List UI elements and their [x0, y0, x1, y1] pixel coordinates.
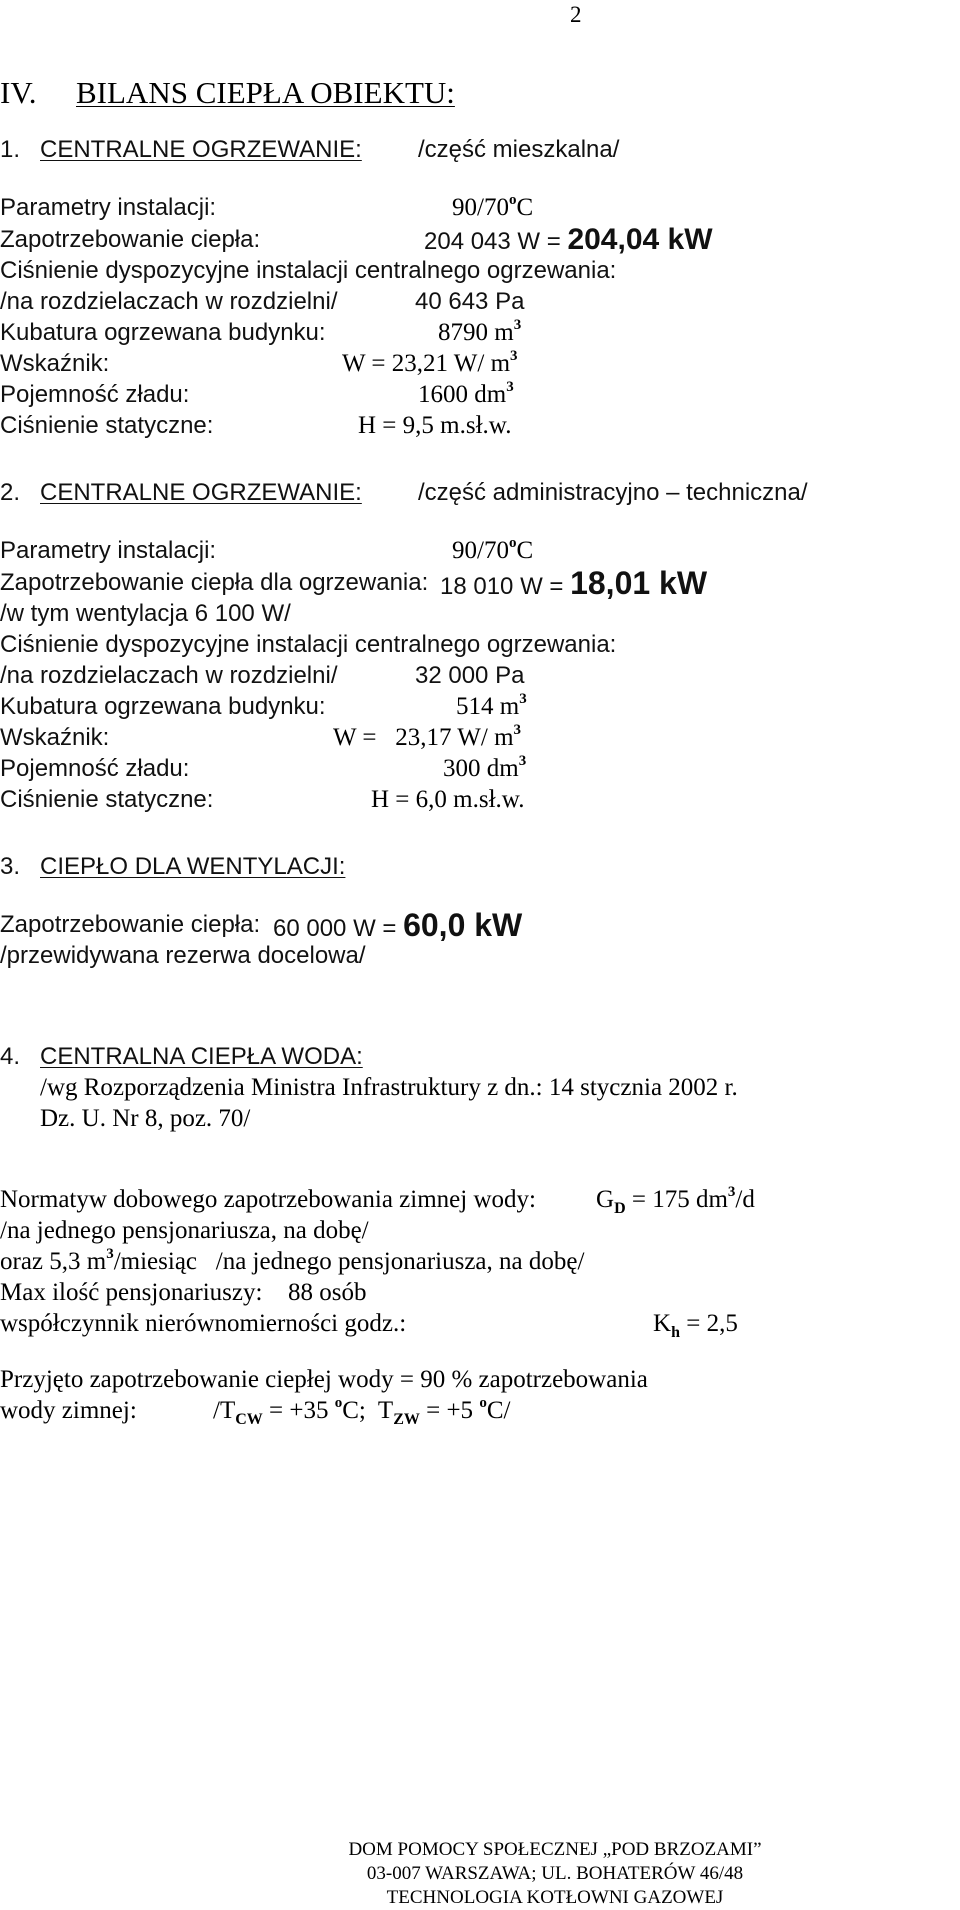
s2-value-kubatura: 514 $m^3$ — [456, 690, 527, 720]
s4-label-max-pensjonariuszy: Max ilość pensjonariuszy: — [0, 1279, 263, 1306]
s1-label-cisnienie-dysp: Ciśnienie dyspozycyjne instalacji centralnego ogrzewania: — [0, 257, 617, 284]
s2-value-pojemnosc: 300 $dm^3$ — [443, 752, 527, 782]
s1-label-pojemnosc: Pojemność zładu: — [0, 381, 190, 408]
s4-label-na-pensjonariusza: /na jednego pensjonariusza, na dobę/ — [0, 1217, 369, 1244]
footer — [345, 1838, 765, 1910]
s1-value-zapotrzebowanie: 204 043 W = 204,04 kW — [424, 223, 713, 256]
s3-number: 3. — [0, 853, 21, 880]
s4-reference-line-2: Dz. U. Nr 8, poz. 70/ — [40, 1105, 251, 1132]
s2-label-wskaznik: Wskaźnik: — [0, 724, 110, 751]
s1-value-rozdzielacze: 40 643 Pa — [415, 288, 525, 315]
s2-label-cisnienie-dysp: Ciśnienie dyspozycyjne instalacji centralnego ogrzewania: — [0, 631, 617, 658]
s4-title: CENTRALNA CIEPŁA WODA: — [40, 1043, 363, 1070]
s3-value-zapotrzebowanie: 60 000 W = 60,0 kW — [273, 907, 523, 943]
s1-label-kubatura: Kubatura ogrzewana budynku: — [0, 319, 326, 346]
s1-value-cisnienie-stat: H = 9,5 m.sł.w. — [358, 412, 512, 439]
s3-label-rezerwa: /przewidywana rezerwa docelowa/ — [0, 942, 366, 969]
s1-subtitle: /część mieszkalna/ — [418, 136, 620, 163]
footer-line-1: DOM POMOCY SPOŁECZNEJ „POD BRZOZAMI” — [348, 1839, 762, 1860]
main-heading-number: IV. — [0, 75, 37, 110]
s2-label-wentylacja: /w tym wentylacja 6 100 W/ — [0, 600, 291, 627]
s1-label-wskaznik: Wskaźnik: — [0, 350, 110, 377]
s1-number: 1. — [0, 136, 21, 163]
footer-line-2: 03-007 WARSZAWA; UL. BOHATERÓW 46/48 — [366, 1863, 744, 1884]
s4-value-kh: $K_h = 2,5$ — [653, 1310, 738, 1341]
footer-line-3: TECHNOLOGIA KOTŁOWNI GAZOWEJ — [386, 1887, 724, 1908]
s1-value-wskaznik: W = 23,21 W/ $m^3$ — [342, 347, 518, 377]
s2-number: 2. — [0, 479, 21, 506]
s4-label-normatyw: Normatyw dobowego zapotrzebowania zimnej wody: — [0, 1186, 536, 1213]
s1-title: CENTRALNE OGRZEWANIE: — [40, 136, 362, 163]
s2-label-kubatura: Kubatura ogrzewana budynku: — [0, 693, 326, 720]
s2-value-wskaznik: W = 23,17 W/ $m^3$ — [333, 721, 522, 751]
s1-label-rozdzielacze: /na rozdzielaczach w rozdzielni/ — [0, 288, 338, 315]
s4-label-wody-zimnej: wody zimnej: — [0, 1397, 137, 1424]
s4-label-oraz: oraz 5,3 $m^3$/miesiąc /na jednego pensjonariusza, na dobę/ — [0, 1245, 585, 1275]
s1-label-parametry: Parametry instalacji: — [0, 194, 217, 221]
s2-label-parametry: Parametry instalacji: — [0, 537, 217, 564]
s1-value-pojemnosc: 1600 $dm^3$ — [418, 378, 514, 408]
s1-value-kubatura: 8790 $m^3$ — [438, 316, 522, 346]
s4-label-przyjeto: Przyjęto zapotrzebowanie ciepłej wody = 90 % zapotrzebowania — [0, 1366, 648, 1393]
s1-label-cisnienie-stat: Ciśnienie statyczne: — [0, 412, 214, 439]
s3-title: CIEPŁO DLA WENTYLACJI: — [40, 853, 346, 880]
s2-label-pojemnosc: Pojemność zładu: — [0, 755, 190, 782]
s2-value-cisnienie-stat: H = 6,0 m.sł.w. — [371, 786, 525, 813]
s4-value-max-pensjonariuszy: 88 osób — [288, 1279, 367, 1306]
s2-title: CENTRALNE OGRZEWANIE: — [40, 479, 362, 506]
main-heading-title: BILANS CIEPŁA OBIEKTU: — [76, 75, 455, 110]
s1-label-zapotrzebowanie: Zapotrzebowanie ciepła: — [0, 226, 261, 253]
s4-label-wspolczynnik: współczynnik nierównomierności godz.: — [0, 1310, 407, 1337]
s4-value-temperatures: $/T_{CW} = +35$ $^o$C; $T_{ZW} = +5$ $^o$C/ — [213, 1394, 511, 1428]
s4-reference-line-1: /wg Rozporządzenia Ministra Infrastruktury z dn.: 14 stycznia 2002 r. — [40, 1074, 738, 1101]
s2-label-cisnienie-stat: Ciśnienie statyczne: — [0, 786, 214, 813]
s2-value-rozdzielacze: 32 000 Pa — [415, 662, 525, 689]
s4-value-gd: $G_D = 175$ $dm^3/d$ — [596, 1183, 755, 1217]
s2-value-parametry: 90/70$^o$C — [452, 534, 534, 564]
s1-value-parametry: 90/70$^o$C — [452, 191, 534, 221]
s2-subtitle: /część administracyjno – techniczna/ — [418, 479, 808, 506]
s2-value-zapotrzebowanie: 18 010 W = 18,01 kW — [440, 565, 708, 601]
s2-label-zapotrzebowanie: Zapotrzebowanie ciepła dla ogrzewania: — [0, 569, 429, 596]
page-number: 2 — [570, 2, 582, 27]
s3-label-zapotrzebowanie: Zapotrzebowanie ciepła: — [0, 911, 261, 938]
s4-number: 4. — [0, 1043, 21, 1070]
s2-label-rozdzielacze: /na rozdzielaczach w rozdzielni/ — [0, 662, 338, 689]
